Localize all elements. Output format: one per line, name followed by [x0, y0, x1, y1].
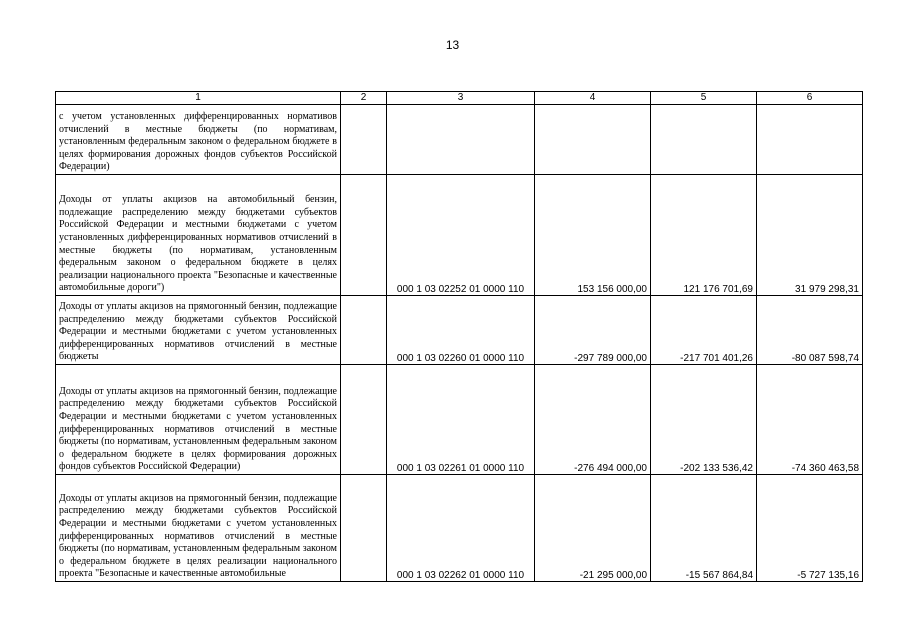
row-description: Доходы от уплаты акцизов на прямогонный бензин, подлежащие распределению между бюджетами субъектов Российской Федерации и местными бюджетами с учетом установленных дифференцированных нормативов отчислений в местные бюджеты (по нормативам, установленным федеральным законом о федеральном бюджете в целях формирования дорожных фондов субъектов Российской Федерации): [56, 365, 341, 475]
row-planned-amount: -21 295 000,00: [535, 475, 651, 582]
row-budget-code: 000 1 03 02261 01 0000 110: [387, 365, 535, 475]
column-header-1: 1: [56, 92, 341, 105]
row-planned-amount: -297 789 000,00: [535, 296, 651, 365]
row-executed-amount: [651, 105, 757, 175]
column-number-row: [56, 92, 863, 105]
row-remaining-amount: 31 979 298,31: [757, 175, 863, 296]
row-col2: [341, 296, 387, 365]
table-row: [56, 475, 863, 582]
row-executed-amount: 121 176 701,69: [651, 175, 757, 296]
row-planned-amount: -276 494 000,00: [535, 365, 651, 475]
row-budget-code: 000 1 03 02252 01 0000 110: [387, 175, 535, 296]
table-row: [56, 365, 863, 475]
page-number: 13: [445, 38, 460, 52]
row-executed-amount: -15 567 864,84: [651, 475, 757, 582]
table-row: [56, 105, 863, 175]
row-executed-amount: -202 133 536,42: [651, 365, 757, 475]
row-remaining-amount: -5 727 135,16: [757, 475, 863, 582]
row-budget-code: [387, 105, 535, 175]
column-header-6: 6: [757, 92, 863, 105]
row-remaining-amount: -74 360 463,58: [757, 365, 863, 475]
row-col2: [341, 475, 387, 582]
row-remaining-amount: [757, 105, 863, 175]
table-row: [56, 296, 863, 365]
column-header-2: 2: [341, 92, 387, 105]
column-header-5: 5: [651, 92, 757, 105]
row-budget-code: 000 1 03 02260 01 0000 110: [387, 296, 535, 365]
row-col2: [341, 105, 387, 175]
column-header-4: 4: [535, 92, 651, 105]
row-description: Доходы от уплаты акцизов на автомобильный бензин, подлежащие распределению между бюджетами субъектов Российской Федерации и местными бюджетами с учетом установленных дифференцированных нормативов отчислений в местные бюджеты (по нормативам, установленным федеральным законом о федеральном бюджете в целях реализации национального проекта "Безопасные и качественные автомобильные дороги"): [56, 175, 341, 296]
column-header-3: 3: [387, 92, 535, 105]
row-col2: [341, 175, 387, 296]
row-description: Доходы от уплаты акцизов на прямогонный бензин, подлежащие распределению между бюджетами субъектов Российской Федерации и местными бюджетами с учетом установленных дифференцированных нормативов отчислений в местные бюджеты (по нормативам, установленным федеральным законом о федеральном бюджете в целях реализации национального проекта "Безопасные и качественные автомобильные: [56, 475, 341, 582]
table-row: [56, 175, 863, 296]
row-col2: [341, 365, 387, 475]
budget-revenue-table: [55, 91, 863, 582]
row-executed-amount: -217 701 401,26: [651, 296, 757, 365]
row-planned-amount: 153 156 000,00: [535, 175, 651, 296]
row-description: Доходы от уплаты акцизов на прямогонный бензин, подлежащие распределению между бюджетами субъектов Российской Федерации и местными бюджетами с учетом установленных дифференцированных нормативов отчислений в местные бюджеты: [56, 296, 341, 365]
row-description: с учетом установленных дифференцированных нормативов отчислений в местные бюджеты (по нормативам, установленным федеральным законом о федеральном бюджете в целях формирования дорожных фондов субъектов Российской Федерации): [56, 105, 341, 175]
row-remaining-amount: -80 087 598,74: [757, 296, 863, 365]
row-budget-code: 000 1 03 02262 01 0000 110: [387, 475, 535, 582]
row-planned-amount: [535, 105, 651, 175]
